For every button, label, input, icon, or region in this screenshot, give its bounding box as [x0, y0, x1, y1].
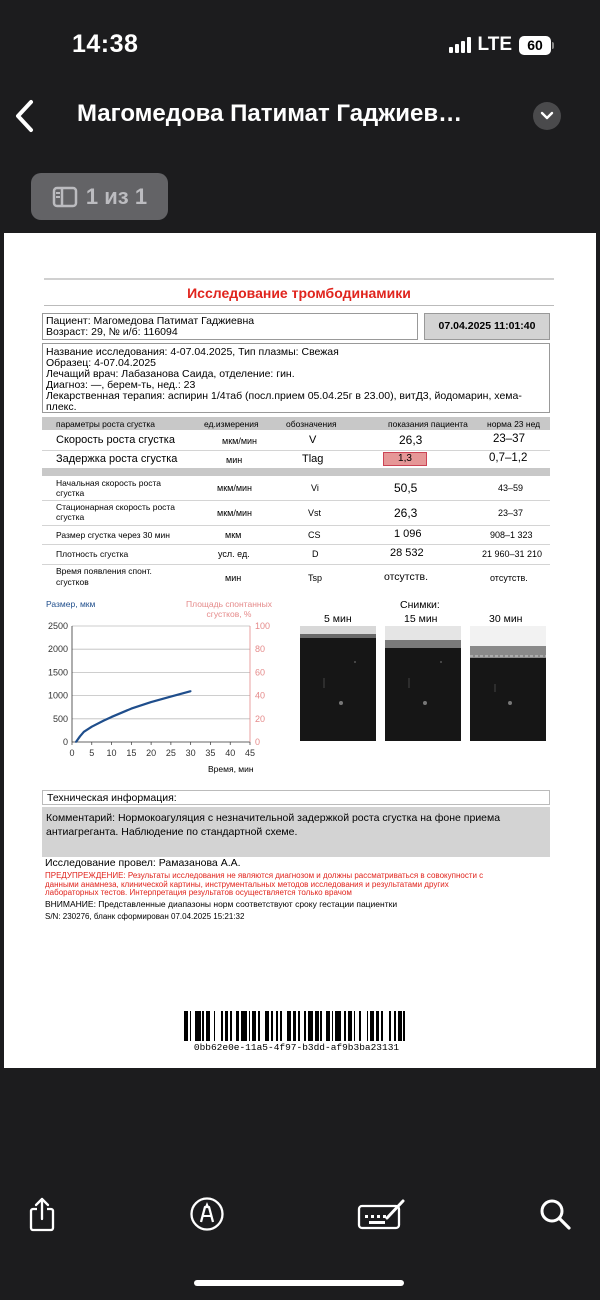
barcode-bar: [405, 1011, 409, 1041]
y-right-tick-label: 40: [255, 690, 266, 701]
data-point: [91, 726, 93, 728]
snapshot-5-min[interactable]: [300, 626, 376, 741]
data-point: [79, 736, 81, 738]
status-time: 14:38: [72, 30, 139, 58]
chevron-left-icon: [10, 96, 40, 136]
data-point: [170, 696, 172, 698]
x-tick-label: 20: [146, 748, 157, 758]
col-norm: норма 23 нед: [487, 419, 541, 429]
x-tick-label: 40: [225, 748, 236, 758]
chart-y-right-label: Площадь спонтанных сгустков, %: [186, 599, 272, 619]
report-title: Исследование тромбодинамики: [187, 285, 411, 301]
x-tick-label: 15: [126, 748, 137, 758]
col-unit: ед.измерения: [204, 419, 259, 429]
markup-button[interactable]: [189, 1196, 225, 1232]
y-tick-label: 2500: [47, 621, 68, 631]
col-symbol: обозначения: [286, 419, 337, 429]
table-row: Задержка роста сгустка мин Tlag 1,3 0,7–1,2: [42, 450, 550, 469]
comment-box: [42, 807, 550, 857]
data-point: [130, 708, 132, 710]
y-right-tick-label: 80: [255, 644, 266, 655]
therapy: Лекарственная терапия: аспирин 1/4таб (посл.прием 05.04.25г в 23.00), витД3, йодомарин, хема-: [46, 390, 522, 402]
back-button[interactable]: [10, 96, 40, 136]
study-info-box: [42, 343, 550, 413]
snapshot-30-min[interactable]: [470, 626, 546, 741]
attention-text: ВНИМАНИЕ: Представленные диапазоны норм соответствуют сроку гестации пациентки: [45, 899, 398, 909]
col-param: параметры роста сгустка: [56, 419, 156, 429]
x-tick-label: 35: [205, 748, 216, 758]
series-line: [76, 691, 191, 742]
y-tick-label: 1500: [47, 667, 68, 678]
document-title[interactable]: Магомедова Патимат Гаджиев…: [77, 100, 463, 127]
x-tick-label: 25: [165, 748, 176, 758]
chevron-down-icon: [540, 111, 554, 121]
snapshot-label-5: 5 мин: [324, 613, 352, 625]
x-tick-label: 45: [244, 748, 256, 758]
diagnosis: Диагноз: —, берем-ть, нед.: 23: [46, 379, 196, 391]
data-point: [103, 720, 105, 722]
sample: Образец: 4-07.04.2025: [46, 357, 157, 369]
barcode-text: 0bb62e0e-11a5-4f97-b3dd-af9b3ba23131: [193, 1042, 400, 1053]
page-indicator[interactable]: [31, 173, 168, 220]
report-date: 07.04.2025 11:01:40: [424, 313, 550, 340]
study-name: Название исследования: 4-07.04.2025, Тип плазмы: Свежая: [46, 346, 339, 358]
battery-level: 60: [519, 36, 551, 55]
data-point: [190, 690, 192, 692]
col-value: показания пациента: [388, 419, 468, 429]
x-tick-label: 30: [185, 748, 196, 758]
y-tick-label: 500: [52, 713, 68, 724]
document-page[interactable]: [4, 233, 596, 1068]
x-tick-label: 5: [89, 748, 95, 758]
y-tick-label: 1000: [47, 690, 68, 701]
warning-text: ПРЕДУПРЕЖДЕНИЕ: Результаты исследования не являются диагнозом и должны рассматриваться в совокупности с данными анамнеза, клинической картины, инструментальных методов исследования и результатами других лабораторных тестов. Интерпретация результатов осуществляется только врачом: [45, 871, 484, 897]
barcode: [184, 1011, 409, 1041]
data-point: [75, 741, 77, 743]
share-button[interactable]: [24, 1196, 60, 1232]
snapshot-15-min[interactable]: [385, 626, 461, 741]
data-point: [150, 701, 152, 703]
out-of-range-value: 1,3: [383, 452, 427, 466]
keyboard-button[interactable]: [357, 1196, 407, 1232]
chart-x-label: Время, мин: [208, 764, 254, 774]
y-tick-label: 0: [62, 737, 68, 747]
table-row: Время появления спонт. сгустков мин Tsp отсутств. отсутств.: [56, 566, 528, 587]
y-right-tick-label: 100: [255, 621, 271, 631]
signal-icon: [449, 37, 471, 53]
patient-name: Пациент: Магомедова Патимат Гаджиевна: [46, 315, 255, 327]
chart-y-label: Размер, мкм: [46, 599, 96, 609]
search-button[interactable]: [537, 1196, 573, 1232]
table-row: Начальная скорость роста сгустка мкм/мин Vi 50,5 43–59: [42, 476, 550, 501]
snapshots-title: Снимки:: [400, 599, 440, 611]
results-table-header: [42, 417, 550, 430]
status-indicators: [449, 34, 554, 56]
snapshot-label-30: 30 мин: [489, 613, 523, 625]
markup-pen-icon: [189, 1196, 225, 1232]
comment-line-1: Комментарий: Нормокоагуляция с незначительной задержкой роста сгустка на фоне приема: [46, 812, 501, 824]
table-row: Плотность сгустка усл. ед. D 28 532 21 960–31 210: [42, 544, 550, 565]
serial-text: S/N: 230276, бланк сформирован 07.04.2025 15:21:32: [45, 912, 245, 921]
search-icon: [537, 1196, 573, 1232]
x-tick-label: 0: [69, 748, 75, 758]
network-type: LTE: [477, 34, 512, 55]
table-separator: [42, 468, 550, 476]
therapy-cont: плекс.: [46, 401, 77, 413]
table-row: Стационарная скорость роста сгустка мкм/мин Vst 26,3 23–37: [42, 500, 550, 526]
keyboard-pen-icon: [357, 1196, 407, 1232]
table-row: Размер сгустка через 30 мин мкм CS 1 096 908–1 323: [42, 525, 550, 545]
share-icon: [24, 1196, 60, 1232]
table-row: Скорость роста сгустка мкм/мин V 26,3 23–37: [42, 431, 550, 451]
patient-age: Возраст: 29, № и/б: 116094: [46, 326, 178, 338]
data-point: [83, 731, 85, 733]
y-right-tick-label: 60: [255, 667, 266, 678]
title-menu-button[interactable]: [533, 102, 561, 130]
y-right-tick-label: 20: [255, 713, 266, 724]
home-indicator[interactable]: [194, 1280, 404, 1286]
sidebar-icon: [52, 186, 78, 208]
tech-info: Техническая информация:: [42, 790, 550, 805]
clot-growth-chart: [34, 618, 274, 773]
snapshot-label-15: 15 мин: [404, 613, 438, 625]
comment-line-2: антиагреганта. Наблюдение по стандартной схеме.: [46, 826, 298, 838]
patient-box: [42, 313, 418, 340]
doctor: Лечащий врач: Лабазанова Саида, отделение: гин.: [46, 368, 295, 380]
y-right-tick-label: 0: [255, 737, 261, 747]
performed-by: Исследование провел: Рамазанова А.А.: [45, 857, 241, 869]
page-indicator-label: 1 из 1: [85, 183, 148, 209]
battery-icon: [519, 36, 554, 55]
x-tick-label: 10: [106, 748, 117, 758]
data-point: [111, 716, 113, 718]
y-tick-label: 2000: [47, 644, 68, 655]
